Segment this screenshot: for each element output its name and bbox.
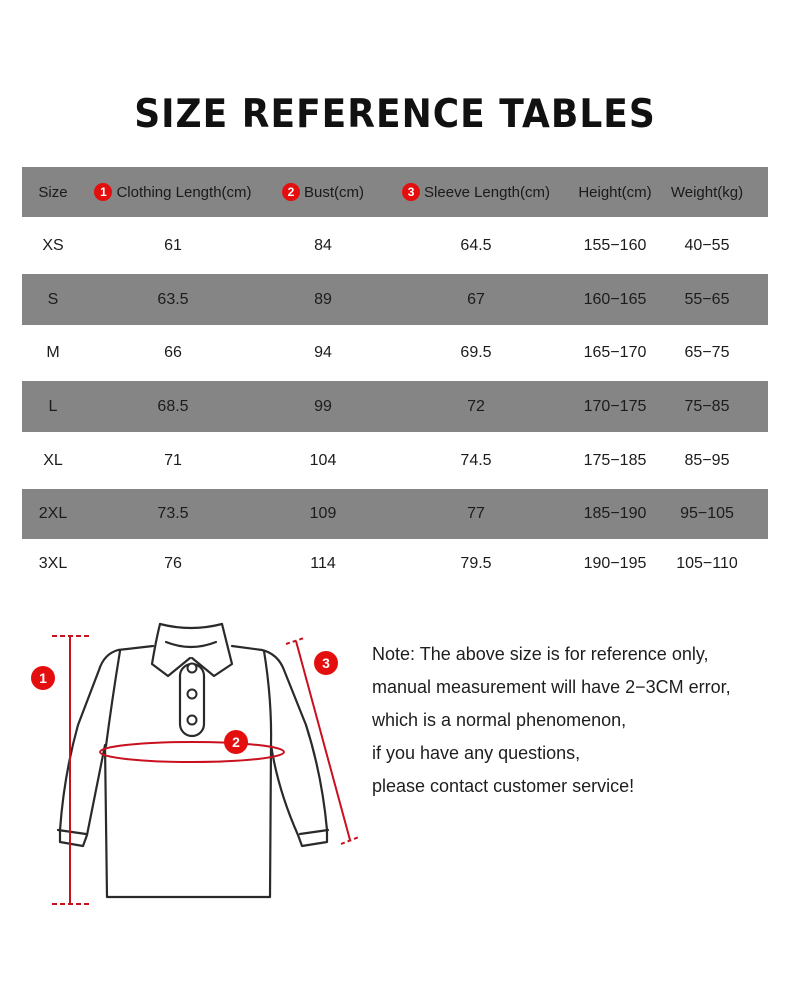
size-table xyxy=(22,167,768,589)
table-header-row xyxy=(22,167,768,217)
size-label-cell: XS xyxy=(42,236,64,254)
table-cell: 114 xyxy=(310,555,336,572)
table-cell: 95−105 xyxy=(680,505,734,522)
table-cell: 155−160 xyxy=(583,236,647,254)
table-row xyxy=(22,539,768,589)
shirt-measurement-diagram xyxy=(0,600,370,930)
table-cell: 40−55 xyxy=(684,236,730,254)
table-cell: 66 xyxy=(164,344,182,361)
shirt-illustration xyxy=(0,600,370,930)
table-cell: 85−95 xyxy=(684,451,730,469)
size-label-cell: 3XL xyxy=(38,555,68,572)
table-cell: 75−85 xyxy=(684,397,730,415)
table-cell: 74.5 xyxy=(460,451,492,469)
marker-3-icon xyxy=(314,651,338,675)
button-1 xyxy=(188,664,197,673)
table-cell: 63.5 xyxy=(157,290,189,308)
table-row xyxy=(22,274,768,325)
table-cell: 61 xyxy=(164,236,182,254)
number-badge-icon: 1 xyxy=(94,183,112,201)
marker-2-icon xyxy=(224,730,248,754)
table-header-cell xyxy=(262,167,384,217)
table-cell: 160−165 xyxy=(583,290,647,308)
table-cell: 69.5 xyxy=(460,344,492,361)
size-label-cell: M xyxy=(46,344,60,361)
note-line-2: manual measurement will have 2−3CM error, xyxy=(372,677,731,697)
shirt-outline-left xyxy=(60,646,327,897)
table-cell: 105−110 xyxy=(676,555,738,572)
table-cell: 99 xyxy=(314,397,332,415)
table-cell: 65−75 xyxy=(684,344,730,361)
note-line-1: Note: The above size is for reference only, xyxy=(372,644,709,664)
svg-text:2: 2 xyxy=(232,734,240,750)
page-title: SIZE REFERENCE TABLES xyxy=(134,92,656,137)
table-cell: 165−170 xyxy=(583,344,647,361)
size-label-cell: L xyxy=(48,397,58,415)
table-header-cell xyxy=(22,167,84,217)
collar-top xyxy=(160,624,222,628)
table-cell: 190−195 xyxy=(583,555,647,572)
size-label-cell: S xyxy=(47,290,59,308)
table-header-label: Sleeve Length(cm) xyxy=(424,183,550,201)
table-header-label: Size xyxy=(38,183,68,201)
table-cell: 76 xyxy=(164,555,182,572)
table-header-label: Clothing Length(cm) xyxy=(116,183,252,201)
table-cell: 67 xyxy=(467,290,485,308)
table-cell: 72 xyxy=(467,397,485,415)
table-cell: 55−65 xyxy=(684,290,730,308)
table-header-label: Weight(kg) xyxy=(670,183,744,201)
right-cuff xyxy=(300,830,328,834)
collar-band xyxy=(166,642,216,647)
table-cell: 104 xyxy=(309,451,337,469)
table-header-label: Height(cm) xyxy=(578,183,652,201)
button-2 xyxy=(188,690,197,699)
collar-right xyxy=(192,624,232,676)
left-sleeve-seam xyxy=(106,651,120,746)
left-cuff xyxy=(58,830,86,834)
button-3 xyxy=(188,716,197,725)
table-row xyxy=(22,325,768,381)
svg-text:1: 1 xyxy=(39,670,47,686)
number-badge-icon: 3 xyxy=(402,183,420,201)
table-header-cell xyxy=(84,167,262,217)
table-cell: 84 xyxy=(314,236,332,254)
table-header-cell xyxy=(568,167,662,217)
table-cell: 175−185 xyxy=(583,451,647,469)
table-header-cell xyxy=(384,167,568,217)
number-badge-icon: 2 xyxy=(282,183,300,201)
table-row xyxy=(22,217,768,274)
table-cell: 71 xyxy=(164,451,182,469)
marker-1-icon xyxy=(31,666,55,690)
table-row xyxy=(22,489,768,539)
table-cell: 77 xyxy=(467,505,485,522)
table-cell: 64.5 xyxy=(460,236,492,254)
table-cell: 79.5 xyxy=(460,555,492,572)
size-note xyxy=(372,638,731,803)
table-cell: 89 xyxy=(314,290,332,308)
table-cell: 94 xyxy=(314,344,332,361)
table-cell: 68.5 xyxy=(157,397,189,415)
note-line-3: which is a normal phenomenon, xyxy=(372,710,627,730)
size-label-cell: XL xyxy=(43,451,63,469)
table-cell: 109 xyxy=(309,505,337,522)
note-line-5: please contact customer service! xyxy=(372,776,635,796)
svg-text:3: 3 xyxy=(322,655,330,671)
table-row xyxy=(22,381,768,432)
sleeve-top-tick xyxy=(286,638,304,644)
table-header-cell xyxy=(662,167,752,217)
table-header-label: Bust(cm) xyxy=(304,183,364,201)
table-cell: 185−190 xyxy=(583,505,647,522)
bust-measure-ellipse xyxy=(100,742,284,762)
table-row xyxy=(22,432,768,489)
size-label-cell: 2XL xyxy=(38,505,68,522)
table-cell: 73.5 xyxy=(157,505,189,522)
table-cell: 170−175 xyxy=(583,397,647,415)
note-line-4: if you have any questions, xyxy=(372,743,581,763)
right-sleeve-seam xyxy=(264,651,271,746)
